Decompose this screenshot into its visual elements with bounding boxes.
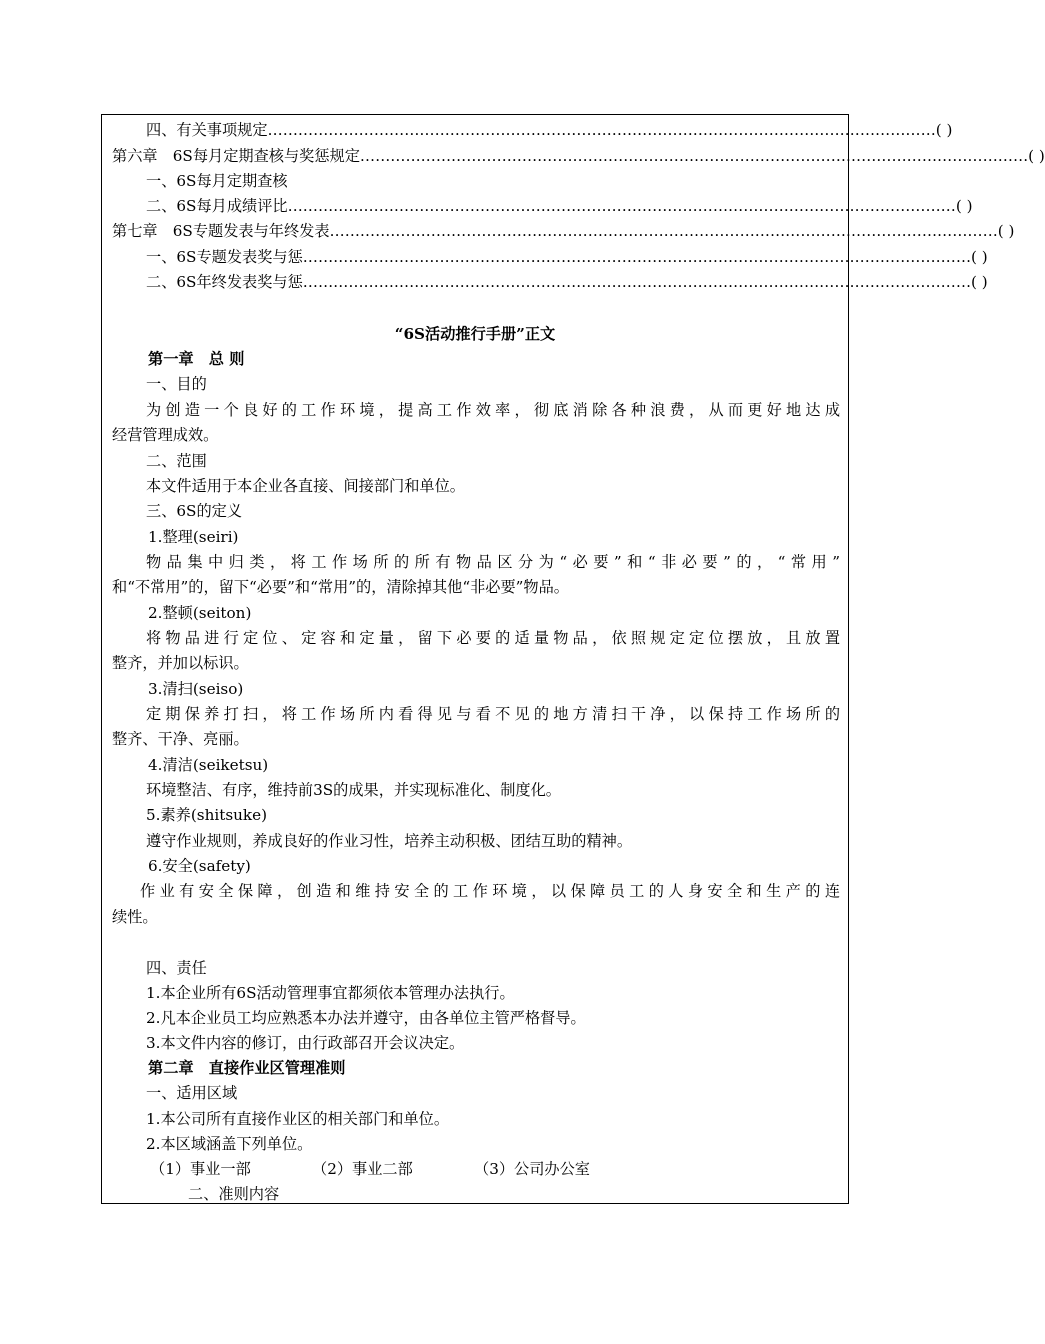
body-title: “6S活动推行手册”正文 xyxy=(394,325,556,343)
toc-leader: …………………………………………………………………………………………………………………… xyxy=(287,197,956,215)
paragraph-line: 2.本区域涵盖下列单位。 xyxy=(146,1135,313,1153)
section-title: 一、目的 xyxy=(146,375,207,393)
definition-title: 5.素养(shitsuke) xyxy=(146,806,268,824)
paragraph-line: 为创造一个良好的工作环境，提高工作效率，彻底消除各种浪费，从而更好地达成 xyxy=(146,401,840,419)
toc-page: ( ) xyxy=(1028,147,1045,165)
paragraph-line: 作业有安全保障，创造和维持安全的工作环境，以保障员工的人身安全和生产的连 xyxy=(140,882,840,900)
toc-leader: …………………………………………………………………………………………………………………… xyxy=(329,222,998,240)
paragraph-line: 定期保养打扫，将工作场所内看得见与看不见的地方清扫干净，以保持工作场所的 xyxy=(146,705,840,723)
paragraph-line: 1.本企业所有6S活动管理事宜都须依本管理办法执行。 xyxy=(146,984,515,1002)
definition-title: 3.清扫(seiso) xyxy=(148,680,244,698)
chapter-heading: 第二章 直接作业区管理准则 xyxy=(148,1059,346,1077)
definition-title: 1.整理(seiri) xyxy=(148,528,239,546)
toc-leader: …………………………………………………………………………………………………………………… xyxy=(359,147,1029,165)
toc-label: 二、6S年终发表奖与惩 xyxy=(146,273,303,291)
section-title: 四、责任 xyxy=(146,959,207,977)
toc-page: ( ) xyxy=(997,222,1015,240)
toc-label: 第七章 6S专题发表与年终发表 xyxy=(112,222,330,240)
toc-entry xyxy=(146,171,288,191)
paragraph-line: 续性。 xyxy=(112,908,158,926)
toc-entry xyxy=(146,120,953,140)
toc-page: ( ) xyxy=(935,121,953,139)
toc-leader: …………………………………………………………………………………………………………………… xyxy=(267,121,936,139)
paragraph-line: 环境整洁、有序，维持前3S的成果，并实现标准化、制度化。 xyxy=(146,781,561,799)
toc-label: 第六章 6S每月定期查核与奖惩规定 xyxy=(112,147,360,165)
toc-entry xyxy=(146,247,988,267)
toc-entry xyxy=(112,146,1045,166)
section-title: 二、范围 xyxy=(146,452,207,470)
paragraph-line: 和“不常用”的，留下“必要”和“常用”的，清除掉其他“非必要”物品。 xyxy=(112,578,569,596)
toc-page: ( ) xyxy=(971,248,988,266)
section-title: 一、适用区域 xyxy=(146,1084,238,1102)
paragraph-line: 遵守作业规则，养成良好的作业习性，培养主动积极、团结互助的精神。 xyxy=(146,832,632,850)
toc-page: ( ) xyxy=(971,273,988,291)
toc-page: ( ) xyxy=(955,197,973,215)
section-title: 二、准则内容 xyxy=(188,1185,280,1203)
paragraph-line: 经营管理成效。 xyxy=(112,426,219,444)
unit-item: （3）公司办公室 xyxy=(474,1160,590,1178)
paragraph-line: 1.本公司所有直接作业区的相关部门和单位。 xyxy=(146,1110,450,1128)
paragraph-line: 本文件适用于本企业各直接、间接部门和单位。 xyxy=(146,477,465,495)
paragraph-line: 将物品进行定位、定容和定量，留下必要的适量物品，依照规定定位摆放，且放置 xyxy=(146,629,840,647)
toc-label: 一、6S专题发表奖与惩 xyxy=(146,248,303,266)
paragraph-line: 整齐，并加以标识。 xyxy=(112,654,249,672)
paragraph-line: 物品集中归类，将工作场所的所有物品区分为“必要”和“非必要”的，“常用” xyxy=(146,553,840,571)
toc-label: 四、有关事项规定 xyxy=(146,121,268,139)
definition-title: 6.安全(safety) xyxy=(148,857,251,875)
toc-leader: …………………………………………………………………………………………………………………… xyxy=(302,248,972,266)
unit-item: （2）事业二部 xyxy=(312,1160,413,1178)
toc-entry xyxy=(146,196,973,216)
toc-entry xyxy=(146,272,988,292)
toc-entry xyxy=(112,221,1015,241)
paragraph-line: 2.凡本企业员工均应熟悉本办法并遵守，由各单位主管严格督导。 xyxy=(146,1009,586,1027)
paragraph-line: 整齐、干净、亮丽。 xyxy=(112,730,249,748)
paragraph-line: 3.本文件内容的修订，由行政部召开会议决定。 xyxy=(146,1034,465,1052)
definition-title: 4.清洁(seiketsu) xyxy=(148,756,269,774)
toc-leader: …………………………………………………………………………………………………………………… xyxy=(302,273,972,291)
chapter-heading: 第一章 总 则 xyxy=(148,350,245,368)
unit-item: （1）事业一部 xyxy=(150,1160,251,1178)
toc-label: 一、6S每月定期查核 xyxy=(146,172,288,190)
section-title: 三、6S的定义 xyxy=(146,502,243,520)
toc-label: 二、6S每月成绩评比 xyxy=(146,197,288,215)
definition-title: 2.整顿(seiton) xyxy=(148,604,252,622)
